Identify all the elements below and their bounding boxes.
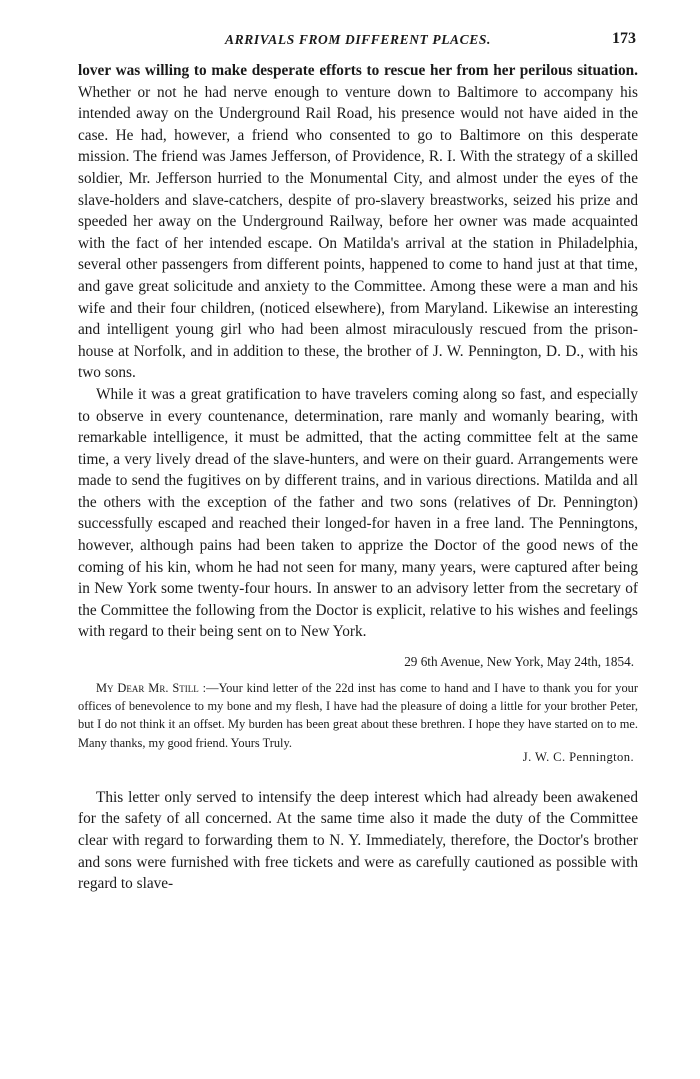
letter-text: :—Your kind letter of the 22d inst has come to hand and I have to thank you for your offices of benevolence to my bone and my flesh, I have had the pleasure of doing a little for your brother Peter, but I do not think it an offset. My burden has been great about these brethren. I hope they have started on to me. Many thanks, my good friend. Yours Truly.: [78, 681, 638, 750]
letter-salutation: My Dear Mr. Still: [96, 681, 199, 696]
paragraph-3: This letter only served to intensify the deep interest which had already been awakened for the safety of all concerned. At the same time also it made the duty of the Committee clear with regard to forwarding them to N. Y. Immediately, therefore, the Doctor's brother and sons were furnished with free tickets and were as carefully cautioned as possible with regard to slave-: [78, 788, 638, 893]
book-page: [78, 28, 638, 895]
letter-dateline: 29 6th Avenue, New York, May 24th, 1854.: [404, 654, 634, 670]
paragraph-1-text: Whether or not he had nerve enough to venture down to Baltimore to accompany his intended away on the Underground Rail Road, his presence would not have aided in the case. He had, however, a friend who consented to go to Baltimore on this desperate mission. The friend was James Jefferson, of Providence, R. I. With the strategy of a skilled soldier, Mr. Jefferson hurried to the Monumental City, and almost under the eyes of the slave-holders and slave-catchers, despite of pro-slavery breastworks, seized his prize and speeded her away on the Underground Railway, before her owner was made acquainted with the fact of her intended escape. On Matilda's arrival at the station in Philadelphia, several other passengers from different points, happened to come to hand just at that time, and gave great solicitude and anxiety to the Committee. Among these were a man and his wife and their four children, (noticed elsewhere), from Maryland. Likewise an interesting and intelligent young girl who had been almost miraculously rescued from the prison-house at Norfolk, and in addition to these, the brother of J. W. Pennington, D. D., with his two sons.: [78, 83, 638, 382]
paragraph-1-bold-text: lover was willing to make desperate efforts to rescue her from her perilous situation.: [78, 62, 638, 79]
page-number: 173: [612, 30, 636, 47]
paragraph-1: [78, 60, 638, 384]
quoted-letter: [78, 653, 638, 765]
running-title: ARRIVALS FROM DIFFERENT PLACES.: [225, 32, 491, 47]
letter-signature: J. W. C. Pennington.: [522, 749, 634, 764]
running-header: [78, 28, 638, 52]
letter-body: [78, 679, 638, 752]
paragraph-2: While it was a great gratification to have travelers coming along so fast, and especially to observe in every countenance, determination, rare manly and womanly bearing, with remarkable intelligence, it must be admitted, that the acting committee felt at the same time, a very lively dread of the slave-hunters, and were on their guard. Arrangements were made to send the fugitives on by different trains, and in various directions. Matilda and all the others with the exception of the father and two sons (relatives of Dr. Pennington) successfully escaped and reached their longed-for haven in a free land. The Penningtons, however, although pains had been taken to apprize the Doctor of the good news of the coming of his kin, whom he had not seen for many, many years, were captured after being in New York some twenty-four hours. In answer to an advisory letter from the secretary of the Committee the following from the Doctor is explicit, relative to his wishes and feelings with regard to their being sent on to New York.: [78, 385, 638, 641]
